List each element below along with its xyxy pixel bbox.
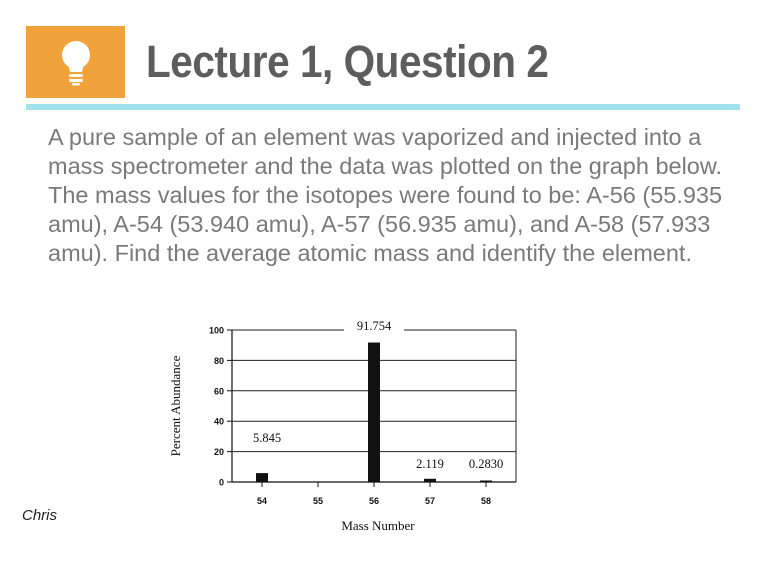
x-axis-title: Mass Number — [341, 518, 415, 533]
title-divider — [26, 104, 740, 110]
author-name: Chris — [22, 507, 58, 524]
y-tick-label: 60 — [213, 386, 224, 397]
data-label: 91.754 — [356, 319, 392, 333]
y-tick-label: 0 — [218, 477, 224, 488]
y-tick-label: 20 — [213, 447, 224, 458]
x-tick-label: 55 — [312, 496, 324, 506]
lightbulb-icon — [56, 37, 96, 87]
title-icon-box — [26, 26, 125, 98]
x-tick-label: 58 — [480, 496, 492, 506]
bar — [424, 479, 436, 482]
x-tick-label: 56 — [368, 496, 380, 506]
y-tick-label: 40 — [213, 416, 224, 427]
bar — [256, 473, 268, 482]
question-text: A pure sample of an element was vaporized and injected into a mass spectrometer and the data was plotted on the graph below. The mass values for the isotopes were found to be: A-56 (55.935 amu), A-54 (53.940 amu), A-57 (56.935 amu), and A-58 (57.933 amu). Find the average atomic mass and identify the element. — [48, 124, 723, 266]
data-label: 0.2830 — [468, 457, 504, 471]
y-axis-title: Percent Abundance — [168, 355, 183, 457]
data-label: 5.845 — [252, 431, 282, 445]
y-tick-label: 100 — [208, 325, 224, 336]
bar-chart — [160, 318, 530, 546]
y-tick-label: 80 — [213, 355, 224, 366]
bar — [368, 343, 380, 482]
x-tick-label: 57 — [424, 496, 436, 506]
page-title: Lecture 1, Question 2 — [146, 36, 549, 87]
x-tick-label: 54 — [256, 496, 268, 506]
bar — [480, 481, 492, 483]
data-label: 2.119 — [416, 457, 444, 471]
chart-container — [160, 318, 530, 546]
